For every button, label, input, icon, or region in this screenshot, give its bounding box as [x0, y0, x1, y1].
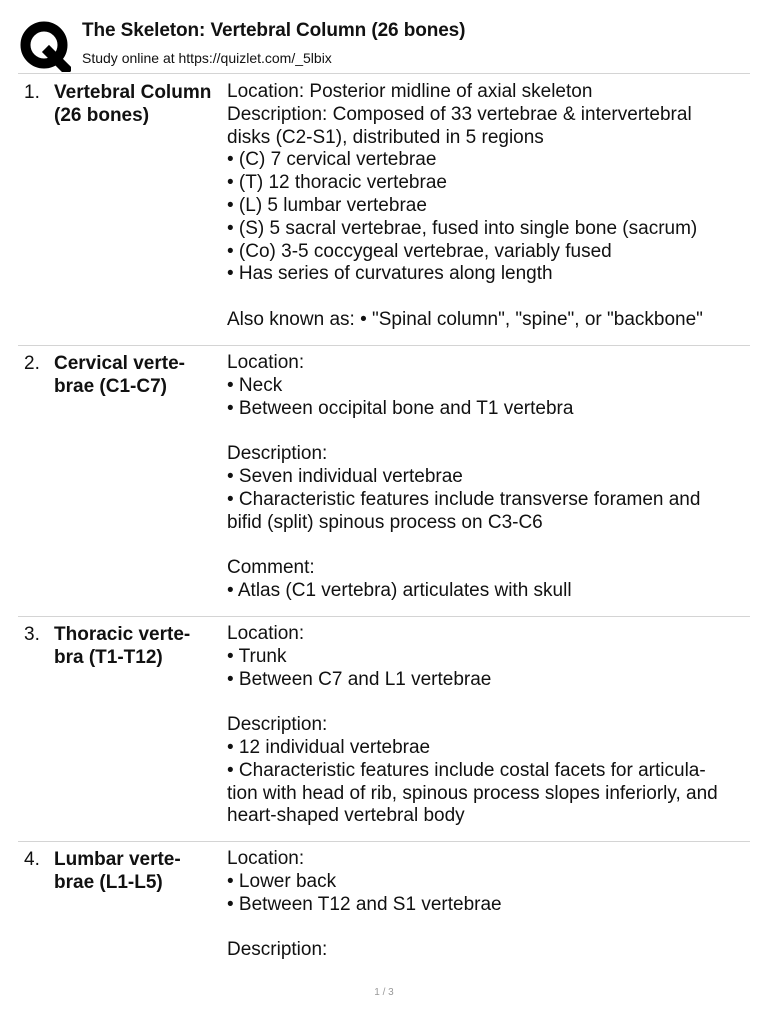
- definition-line: Description: Composed of 33 vertebrae & intervertebral: [227, 103, 692, 125]
- definition-line: • Neck: [227, 374, 283, 396]
- quizlet-q-logo-icon: [19, 20, 71, 72]
- card-definition: [227, 623, 752, 828]
- definition-line: bifid (split) spinous process on C3-C6: [227, 511, 543, 533]
- definition-line: Location:: [227, 623, 305, 644]
- definition-line: • Seven individual vertebrae: [227, 465, 463, 487]
- term-line: Vertebral Column: [54, 82, 212, 103]
- card-term: [54, 848, 226, 894]
- definition-line: Also known as: • "Spinal column", "spine", or "backbone": [227, 308, 703, 330]
- definition-line: Description:: [227, 443, 328, 465]
- term-line: Cervical verte-: [54, 353, 185, 374]
- card-number: 1.: [24, 82, 40, 103]
- definition-line: • (Co) 3-5 coccygeal vertebrae, variably fused: [227, 240, 612, 262]
- definition-line: • Between occipital bone and T1 vertebra: [227, 397, 574, 419]
- page-indicator: 1 / 3: [374, 987, 394, 998]
- card-definition: [227, 848, 752, 962]
- card-divider: [18, 841, 750, 842]
- term-line: brae (C1-C7): [54, 376, 167, 397]
- term-line: Thoracic verte-: [54, 624, 191, 645]
- definition-line: • Characteristic features include costal facets for articula-: [227, 759, 706, 781]
- card-definition: [227, 352, 752, 603]
- term-line: (26 bones): [54, 105, 150, 126]
- definition-line: Description:: [227, 939, 328, 961]
- card-divider: [18, 345, 750, 346]
- definition-line: • Trunk: [227, 645, 287, 667]
- definition-line: Location:: [227, 848, 305, 869]
- blank-line: [227, 691, 752, 714]
- blank-line: [227, 286, 752, 309]
- definition-line: Location:: [227, 352, 305, 373]
- card-divider: [18, 616, 750, 617]
- header-divider: [18, 73, 750, 74]
- definition-line: • Between T12 and S1 vertebrae: [227, 893, 502, 915]
- definition-line: Description:: [227, 714, 328, 736]
- definition-line: • (T) 12 thoracic vertebrae: [227, 172, 447, 194]
- definition-line: • Has series of curvatures along length: [227, 263, 553, 285]
- page-header: [0, 0, 768, 74]
- blank-line: [227, 420, 752, 443]
- definition-line: • (C) 7 cervical vertebrae: [227, 149, 437, 171]
- definition-line: • Characteristic features include transverse foramen and: [227, 488, 701, 510]
- card-definition: [227, 81, 752, 332]
- definition-line: • (L) 5 lumbar vertebrae: [227, 194, 427, 216]
- definition-line: • Atlas (C1 vertebra) articulates with skull: [227, 579, 572, 601]
- term-line: brae (L1-L5): [54, 872, 163, 893]
- study-online-link[interactable]: Study online at https://quizlet.com/_5lbix: [82, 50, 332, 66]
- term-line: Lumbar verte-: [54, 849, 181, 870]
- definition-line: Comment:: [227, 557, 315, 579]
- card-term: [54, 81, 226, 127]
- definition-line: • 12 individual vertebrae: [227, 736, 431, 758]
- card-number: 3.: [24, 624, 40, 645]
- card-number: 2.: [24, 353, 40, 374]
- definition-line: Location: Posterior midline of axial skeleton: [227, 81, 593, 102]
- card-term: [54, 623, 226, 669]
- definition-line: disks (C2-S1), distributed in 5 regions: [227, 126, 544, 148]
- definition-line: • Between C7 and L1 vertebrae: [227, 668, 492, 690]
- definition-line: tion with head of rib, spinous process slopes inferiorly, and: [227, 782, 718, 804]
- page-title: The Skeleton: Vertebral Column (26 bones): [82, 20, 466, 41]
- definition-line: • (S) 5 sacral vertebrae, fused into single bone (sacrum): [227, 217, 698, 239]
- definition-line: heart-shaped vertebral body: [227, 805, 465, 827]
- blank-line: [227, 916, 752, 939]
- term-line: bra (T1-T12): [54, 647, 163, 668]
- definition-line: • Lower back: [227, 870, 337, 892]
- blank-line: [227, 534, 752, 557]
- card-number: 4.: [24, 849, 40, 870]
- card-term: [54, 352, 226, 398]
